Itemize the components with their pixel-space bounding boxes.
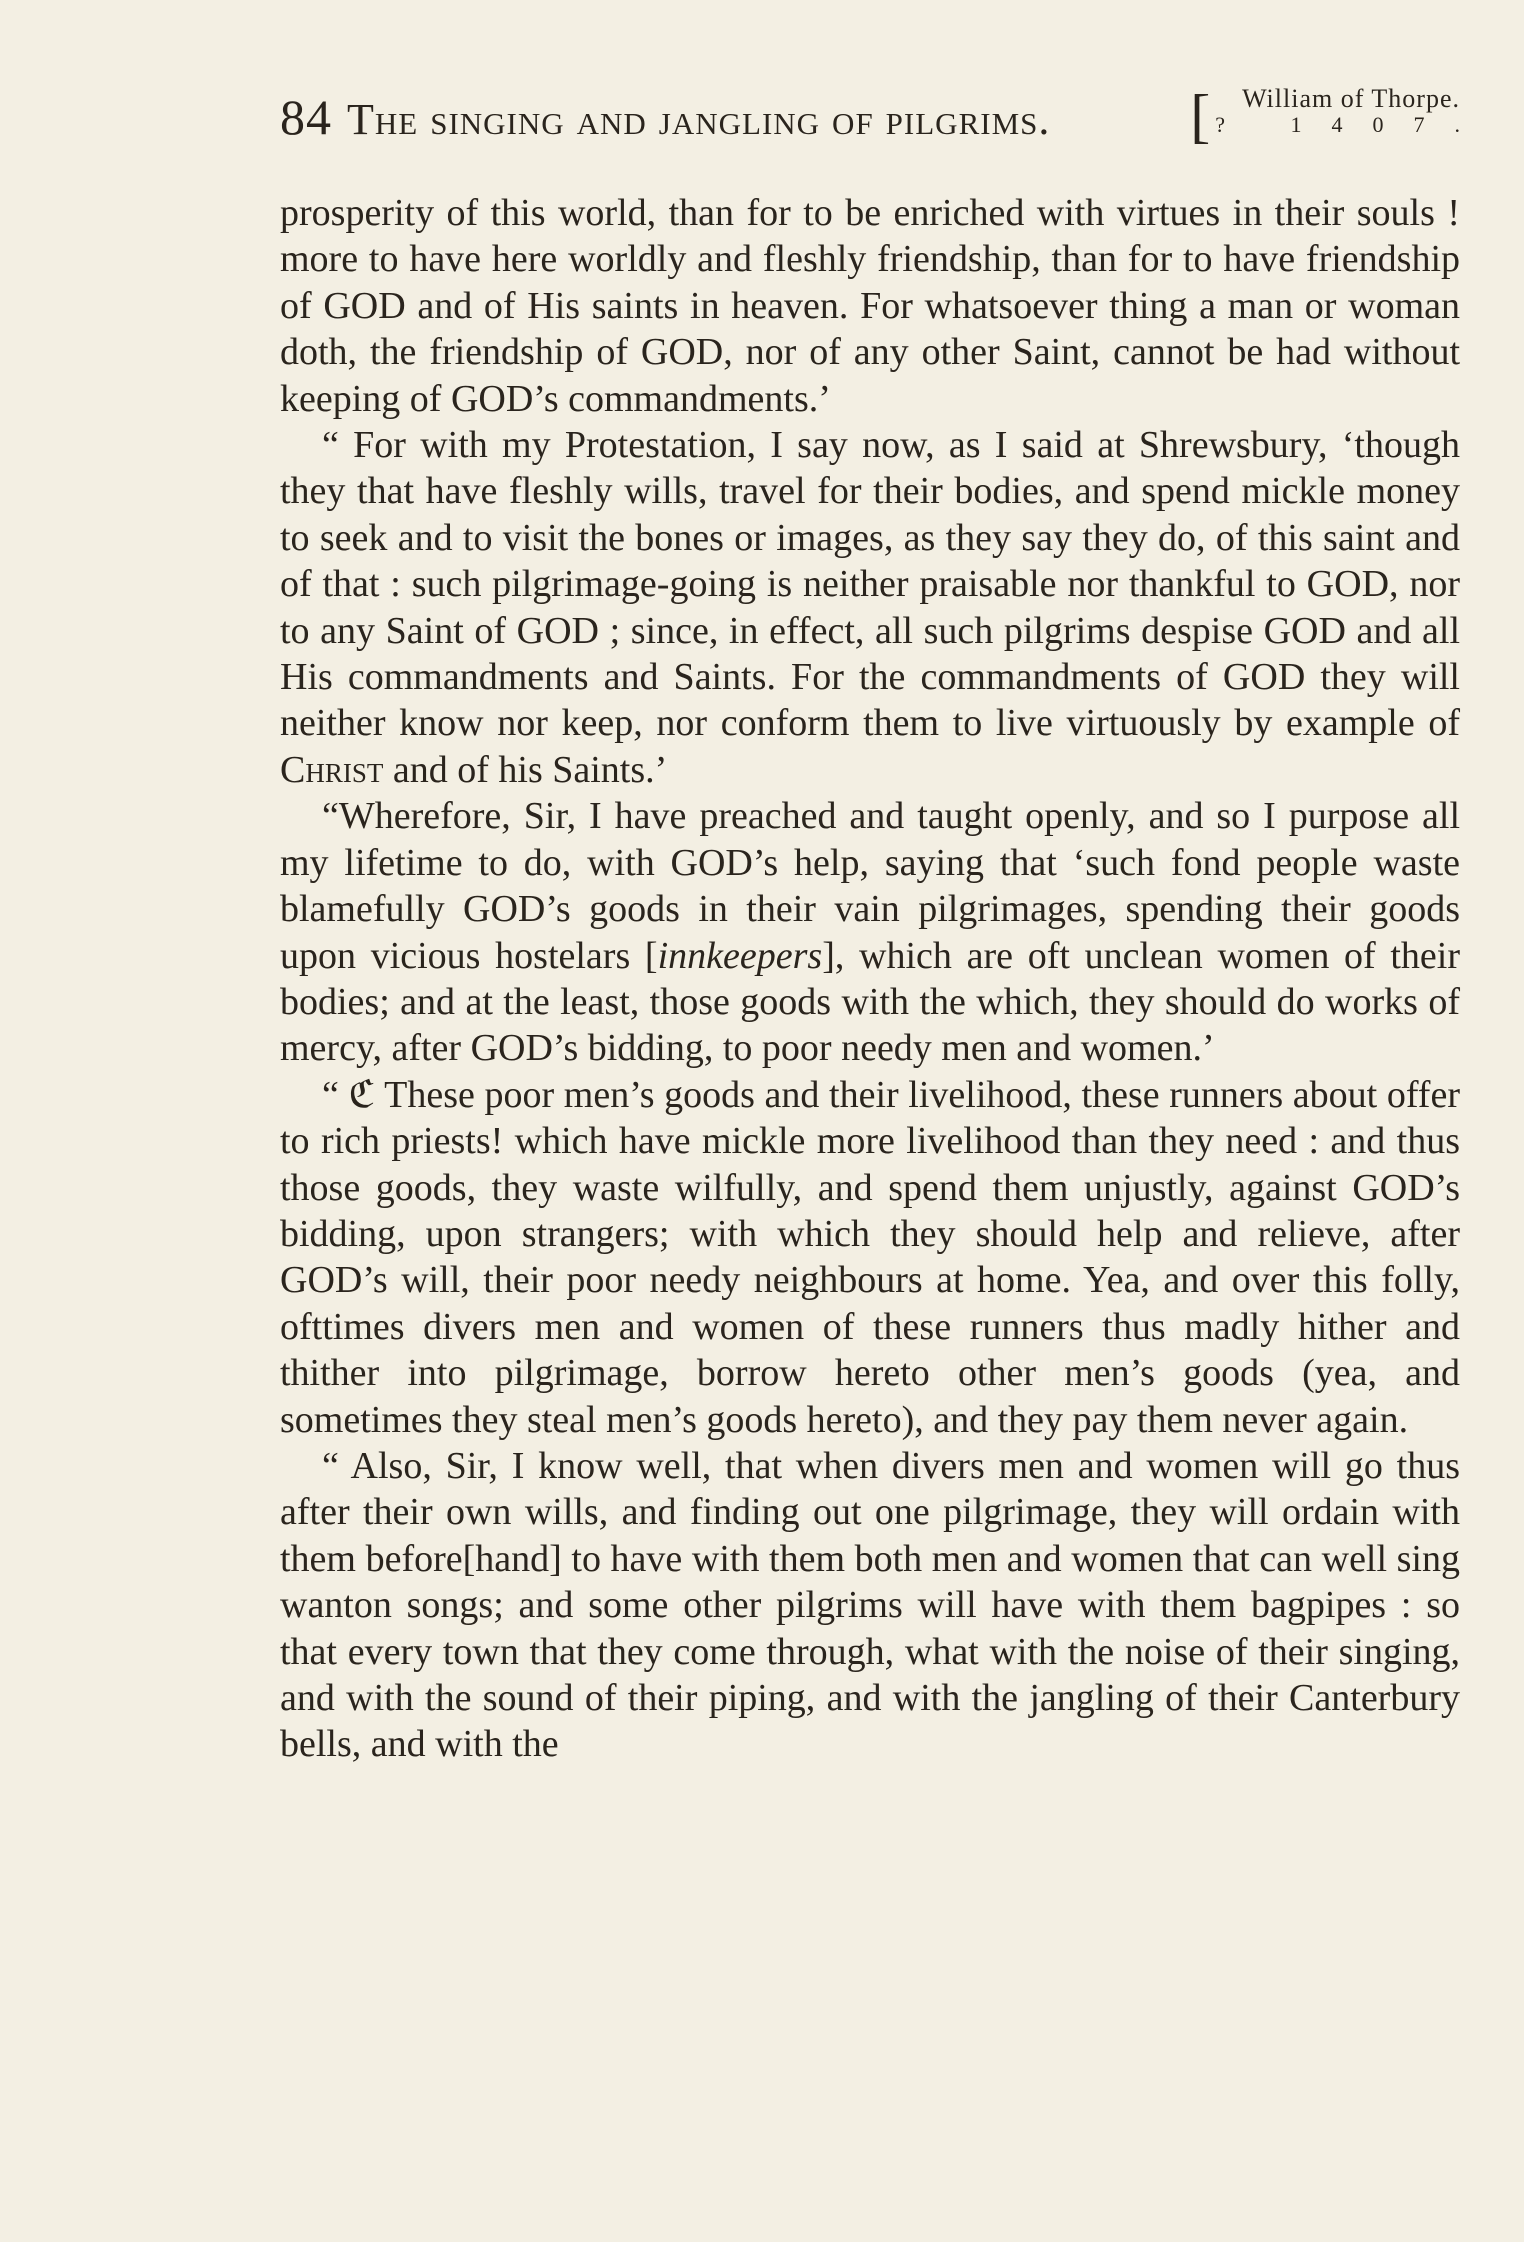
author-name: William of Thorpe. [1242,84,1460,113]
running-title: The singing and jangling of pilgrims. [347,95,1051,144]
paragraph [280,190,1460,422]
paragraph-text: prosperity of this world, than for to be enriched with virtues in their souls ! more to have here worldly and fleshly friendship, than for to have friendship of GOD and of His saints in heaven. For whatsoever thing a man or woman doth, the friendship of GOD, nor of any other Saint, cannot be had without keeping of GOD’s commandments.’ [280,192,1460,420]
italic-gloss: innkeepers [657,934,823,977]
body-text [280,190,1460,1768]
paragraph-text: “ ℭ These poor men’s goods and their livelihood, these runners about offer to rich priests! which have mickle more livelihood than they need : and thus those goods, they waste wilfully, and spend them unjustly, against GOD’s bidding, upon strangers; with which they should help and relieve, after GOD’s will, their poor needy neighbours at home. Yea, and over this folly, ofttimes divers men and women of these runners thus madly hither and thither into pilgrimage, borrow hereto other men’s goods (yea, and sometimes they steal men’s goods hereto), and they pay them never again. [280,1073,1460,1441]
running-head [280,83,1490,168]
paragraph [280,793,1460,1071]
paragraph-text: and of his Saints.’ [383,748,668,791]
author-note-text [1215,84,1490,138]
small-caps-text: Christ [280,748,384,791]
paragraph-text: ], which are oft unclean women of their bodies; and at the least, those goods with the which, they should do works of mercy, after GOD’s bidding, to poor needy men and women.’ [280,934,1460,1070]
author-dates: ? 1407. [1215,112,1490,137]
author-note [1190,83,1490,149]
paragraph [280,422,1460,793]
bracket-glyph: [ [1190,83,1212,149]
page-number: 84 [280,89,332,145]
paragraph [280,1072,1460,1443]
paragraph-text: “Wherefore, Sir, I have preached and taught openly, and so I purpose all my lifetime to do, with GOD’s help, saying that ‘such fond people waste blamefully GOD’s goods in their vain pilgrimages, spending their goods upon vicious hostelars [ [280,795,1460,977]
paragraph-text: “ For with my Protestation, I say now, as I said at Shrewsbury, ‘though they that have fleshly wills, travel for their bodies, and spend mickle money to seek and to visit the bones or images, as they say they do, of this saint and of that : such pilgrimage-going is neither praisable nor thankful to GOD, nor to any Saint of GOD ; since, in effect, all such pilgrims despise GOD and all His commandments and Saints. For the commandments of GOD they will neither know nor keep, nor conform them to live virtuously by example of [280,424,1460,745]
paragraph-text: “ Also, Sir, I know well, that when divers men and women will go thus after their own wills, and finding out one pilgrimage, they will ordain with them before[hand] to have with them both men and women that can well sing wanton songs; and some other pilgrims will have with them bagpipes : so that every town that they come through, what with the noise of their singing, and with the sound of their piping, and with the jangling of their Canterbury bells, and with the [280,1444,1460,1766]
book-page [280,83,1490,1768]
paragraph [280,1443,1460,1768]
